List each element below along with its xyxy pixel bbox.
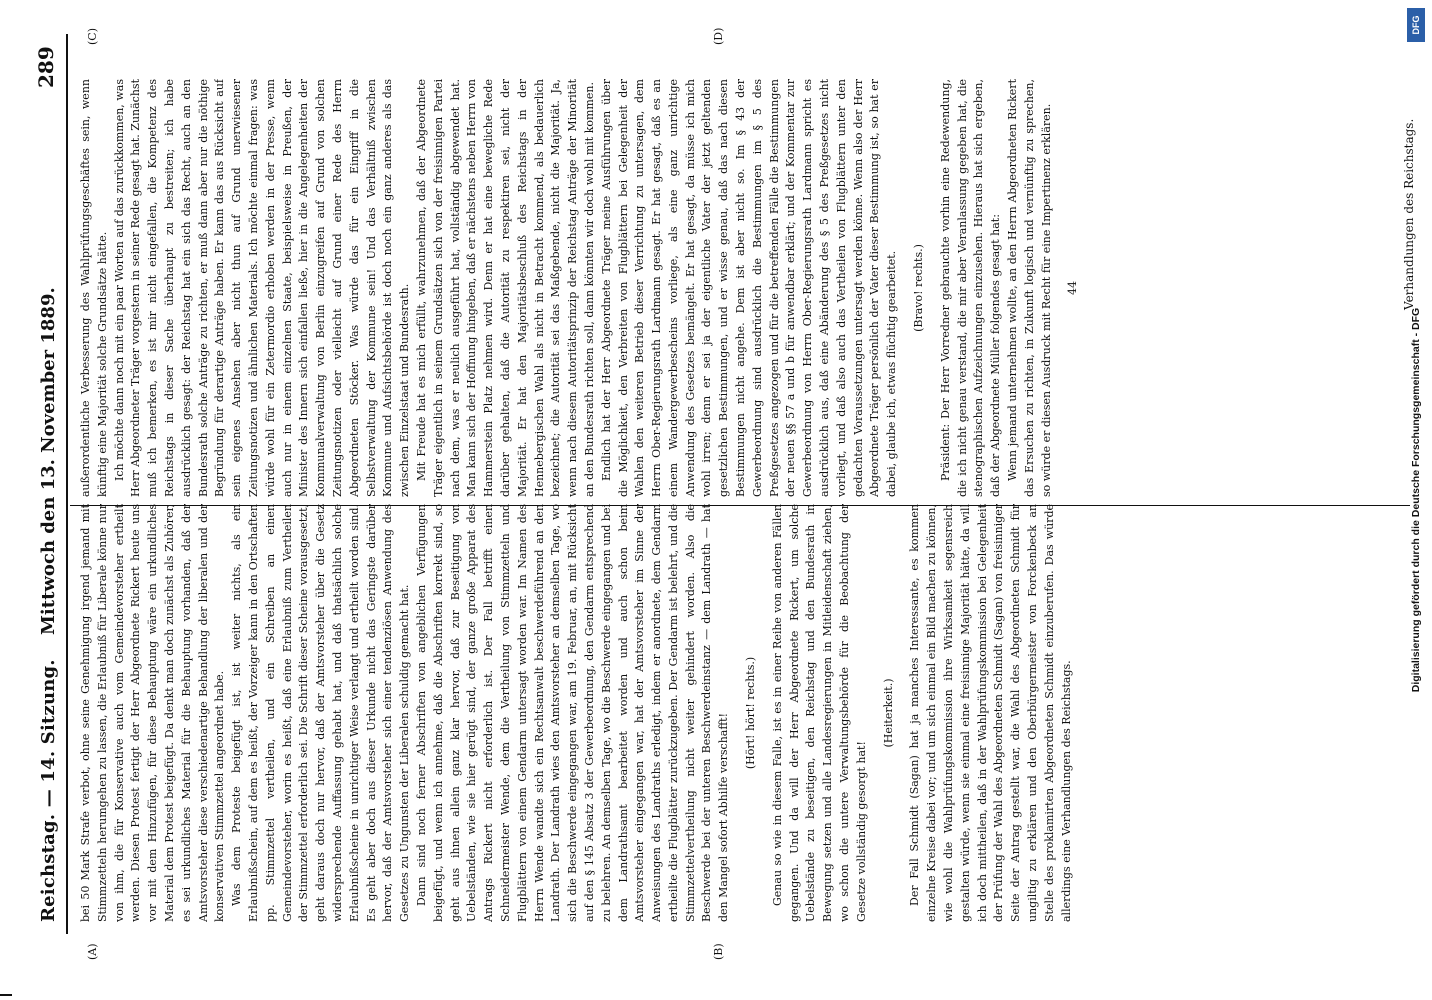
header-rule (66, 34, 68, 934)
quotation: Wenn jemand unternehmen wollte, an den Herrn Abgeordneten Rickert das Ersuchen zu richten, in Zukunft logisch und vernünftig zu sprechen, so würde er diesen Ausdruck mit Recht für eine Impertinenz erklären. (1006, 79, 1053, 497)
paragraph: Endlich hat der Herr Abgeordnete Träger meine Ausführungen über die Möglichkeit, den Verbreiten von Flugblättern bei Gelegenheit der Wahlen den weiteren Betrieb dieser Verrichtung zu untersagen, dem Herrn Ober-Regierungsrath Lardmann gesagt. Er hat gesagt, daß es an einem Wandergewerbescheins vorliege, als eine ganz unrichtige Anwendung des Gesetzes bemängelt. Er hat gesagt, da müsse ich mich wohl irren; denn er sei ja der eigentliche Vater der jetzt geltenden gesetzlichen Bestimmungen, und er wisse genau, daß das nach diesen Bestimmungen nicht angehe. Dem ist aber nicht so. Im § 43 der Gewerbeordnung sind ausdrücklich die Bestimmungen im § 5 des Preßgesetzes angezogen und für die betreffenden Fälle die Bestimmungen der neuen §§ 57 a und b für anwendbar erklärt; und der Kommentar zur Gewerbeordnung von Herrn Ober-Regierungsrath Lardmann spricht es ausdrücklich aus, daß eine Abänderung des § 5 des Preßgesetzes nicht vorliegt, und daß also auch das Vertheilen von Flugblättern unter den gedachten Voraussetzungen untersagt werden könne. Wenn also der Herr Abgeordnete Träger persönlich der Vater dieser Bestimmung ist, so hat er dabei, glaube ich, etwas flüchtig gearbeitet. (599, 79, 899, 497)
margin-marker-b: (B) (712, 943, 725, 960)
digitization-sidebar (1400, 0, 1432, 1000)
paragraph: Ich möchte dann noch mit ein paar Worten auf das zurückkommen, was Herr Abgeordneter Träger vorgestern in seiner Rede gesagt hat. Zunächst muß ich bemerken, es ist mir nicht eingefallen, die Kompetenz des Reichstags in dieser Sache überhaupt zu bestreiten; ich habe ausdrücklich gesagt: der Reichstag hat ein sich das Recht, auch an den Bundesrath solche Anträge zu richten, er muß dann aber nur die nöthige Begründung für derartige Anträge haben. Er kann das aus Rücksicht auf sein eigenes Ansehen aber nicht thun auf Grund unerwiesener Zeitungsnotizen und ähnlichen Materials. Ich möchte einmal fragen: was würde wohl für ein Zetermordio erhoben werden in der Presse, wenn auch nur in einem einzelnen Staate, beispielsweise in Preußen, der Minister des Innern sich einfallen ließe, hier in die Angelegenheiten der Kommunalverwaltung von Berlin einzugreifen auf Grund von solchen Zeitungsnotizen oder vielleicht auf Grund einer Rede des Herrn Abgeordneten Stöcker. Was würde das für ein Eingriff in die Selbstverwaltung der Kommune sein! Und das Verhältniß zwischen Kommune und Aufsichtsbehörde ist doch noch ein ganz anderes als das zwischen Einzelstaat und Bundesrath. (112, 79, 412, 497)
paragraph: Der Fall Schmidt (Sagan) hat ja manches Interessante, es kommen einzelne Kreise dabei vor; und um sich einmal ein Bild machen zu können, wie wohl die Wahlprüfungskommission ihre Wirksamkeit segensreich gestalten würde, wenn sie einmal eine freisinnige Majorität hätte, da will ich doch mittheilen, daß in der Wahlprüfungskommission bei Gelegenheit der Prüfung der Wahl des Abgeordneten Schmidt (Sagan) von freisinniger Seite der Antrag gestellt war, die Wahl des Abgeordneten Schmidt für ungiltig zu erklären und den Oberbürgermeister von Forckenbeck an Stelle des proklamirten Abgeordneten Schmidt einzuberufen. Das würde allerdings eine Verhandlungen des Reichstags. (908, 504, 1073, 922)
page-footer: Verhandlungen des Reichstags. (1402, 118, 1416, 310)
interjection: (Hört! hört! rechts.) (744, 656, 758, 770)
paragraph: bei 50 Mark Strafe verbot, ohne seine Genehmigung irgend jemand mit Stimmzetteln herumgehen zu lassen, die Erlaubniß für Liberale könne nur von ihm, die für Konservative auch vom Gemeindevorsteher ertheilt werden. Diesen Protest fertigt der Herr Abgeordnete Rickert heute uns vor mit dem Hinzufügen, für diese Behauptung wäre ein urkundliches Material dem Protest beigefügt. Da denkt man doch zunächst als Zuhörer, es sei urkundliches Material für die Behauptung vorhanden, daß der Amtsvorsteher diese verschiedenartige Behandlung der liberalen und der konservativen Stimmzettel angeordnet habe. (79, 504, 227, 922)
left-text-column (78, 504, 1418, 922)
paragraph: Dann sind noch ferner Abschriften von angeblichen Verfügungen beigefügt, und wenn ich annehme, daß die Abschriften korrekt sind, so geht aus ihnen allein ganz klar hervor, daß zur Beseitigung von Uebelständen, wie sie hier gerügt sind, der ganze große Apparat des Antrags Rickert nicht erforderlich ist. Der Fall betrifft einen Schneidermeister Wende, dem die Vertheilung von Stimmzetteln und Flugblättern von einem Gendarm untersagt worden war. Im Namen des Herrn Wende wandte sich ein Rechtsanwalt beschwerdeführend an den Landrath. Der Landrath wies den Amtsvorsteher an demselben Tage, wo sich die Beschwerde eingegangen war, am 19. Februar, an, mit Rücksicht auf den § 145 Absatz 3 der Gewerbeordnung, den Gendarm entsprechend zu belehren. An demselben Tage, wo die Beschwerde eingegangen und bei dem Landrathsamt bearbeitet worden und auch schon beim Amtsvorsteher eingegangen war, hat der Amtsvorsteher im Sinne der Anweisungen des Landraths erledigt, indem er anordnete, dem Gendarm ertheilte die Flugblätter zurückzugeben. Der Gendarm ist belehrt, und die Stimmzettelvertheilung nicht weiter gehindert worden. Also die Beschwerde bei der unteren Beschwerdeinstanz — dem Landrath — hat den Mangel sofort Abhilfe verschafft! (414, 504, 731, 922)
paragraph: Genau so wie in diesem Falle, ist es in einer Reihe von anderen Fällen gegangen. Und da will der Herr Abgeordnete Rickert, um solche Uebelstände zu beseitigen, den Reichstag und den Bundesrath in Bewegung setzen und alle Landesregierungen in Mitleidenschaft ziehen, wo schon die untere Verwaltungsbehörde für die Beobachtung der Gesetze vollständig gesorgt hat! (770, 504, 868, 922)
interjection: (Bravo! rechts.) (912, 244, 926, 332)
signature-number: 44 (1066, 281, 1080, 295)
paragraph: Mit Freude hat es mich erfüllt, wahrzunehmen, daß der Abgeordnete Träger eigentlich in seinem Grundsätzen sich von der freisinnigen Partei nach dem, was er neulich ausgeführt hat, vollständig abgewendet hat. Man kann sich der Hoffnung hingeben, daß er nächstens neben Herrn von Hammerstein Platz nehmen wird. Denn er hat eine bewegliche Rede darüber gehalten, daß die Autorität zu respektiren sei, nicht der Majorität. Er hat den Majoritätsbeschluß des Reichstags in der Hennebergischen Wahl als nicht in Betracht kommend, als bedauerlich bezeichnet; die Autorität sei das Maßgebende, nicht die Majorität. Ja, wenn nach diesem Autoritätsprinzip der Reichstag Anträge der Minorität an den Bundesrath richten soll, dann könnten wir doch wohl mit kommen. (414, 79, 596, 497)
column-divider (70, 505, 1410, 506)
paragraph: außerordentliche Verbesserung des Wahlprüfungsgeschäftes sein, wenn künftig eine Majorität solche Grundsätze hätte. (79, 79, 109, 497)
header-page-number: 289 (34, 46, 58, 88)
margin-marker-c: (C) (86, 28, 99, 45)
left-edge-rule (0, 994, 12, 996)
right-text-column (78, 79, 1418, 497)
header-date: Mittwoch den 13. November 1889. (38, 287, 59, 635)
page-header (0, 0, 70, 1000)
margin-marker-a: (A) (86, 943, 99, 960)
header-session-title: Reichstag. — 14. Sitzung. (38, 659, 59, 922)
margin-marker-d: (D) (712, 27, 725, 45)
paragraph: Präsident: Der Herr Vorredner gebrauchte vorhin eine Redewendung, die ich nicht genau verstand, die mir aber Veranlassung gegeben hat, die stenographischen Aufzeichnungen einzusehen. Hieraus hat sich ergeben, daß der Abgeordnete Müller folgendes gesagt hat: (938, 79, 1003, 497)
interjection: (Heiterkeit.) (881, 678, 895, 748)
dfg-logo-text: DFG (1411, 15, 1421, 35)
digitization-credit: Digitalisierung gefördert durch die Deutsche Forschungsgemeinschaft - DFG (1410, 307, 1422, 693)
paragraph: Was dem Proteste beigefügt ist, ist weiter nichts, als ein Erlaubnißschein, auf dem es heißt, der Vorzeiger kann in den Ortschaften pp. Stimmzettel vertheilen, und ein Schreiben an einen Gemeindevorsteher, worin es heißt, daß eine Erlaubniß zum Vertheilen der Stimmzettel erforderlich sei. Die Schrift dieser Scheine vorausgesetzt, geht daraus doch nur hervor, daß der Amtsvorsteher über die Gesetz widersprechende Auffassung gehabt hat, und daß thatsächlich solche Erlaubnißscheine in unrichtiger Weise verlangt und ertheilt worden sind. Es geht aber doch aus dieser Urkunde nicht das Geringste darüber hervor, daß der Amtsvorsteher sich einer tendenziösen Anwendung des Gesetzes zu Ungunsten der Liberalen schuldig gemacht hat. (230, 504, 412, 922)
